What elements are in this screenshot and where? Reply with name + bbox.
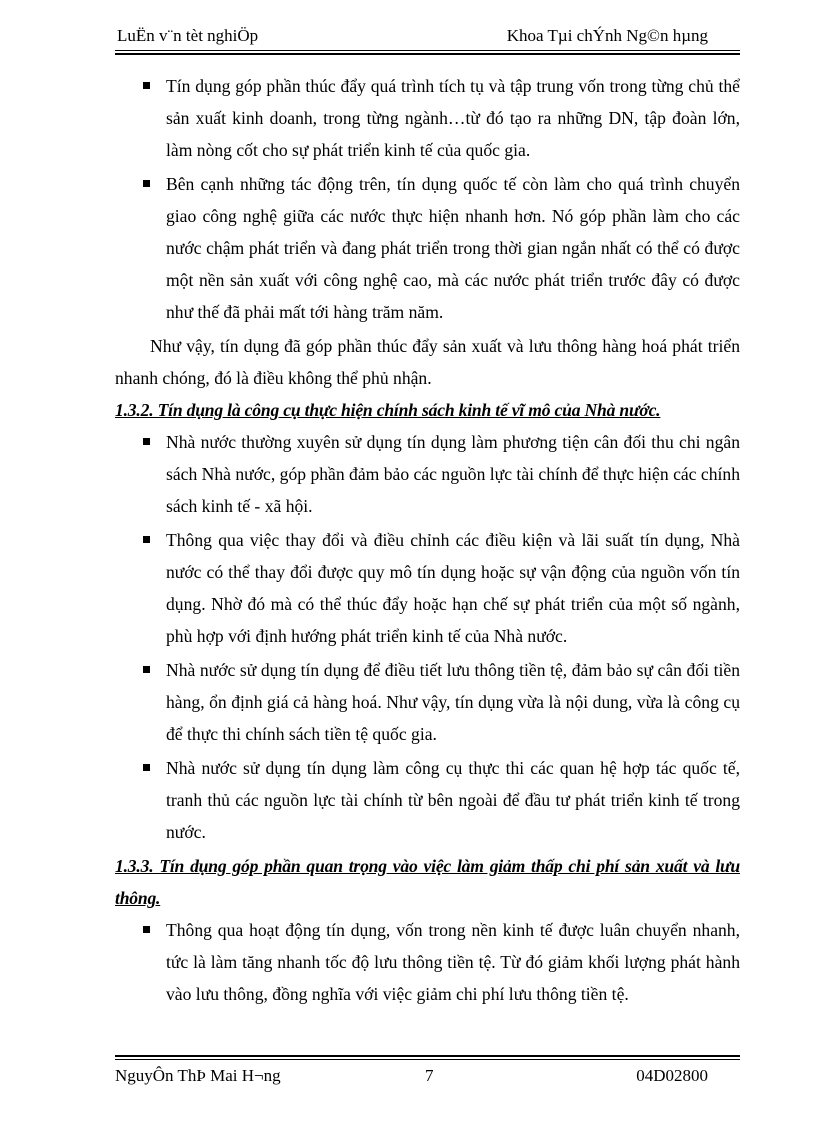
header-rule-top [115,50,740,51]
section-heading-1-3-2: 1.3.2. Tín dụng là công cụ thực hiện chính sách kinh tế vĩ mô của Nhà nước. [115,400,661,420]
bullet-text: Tín dụng góp phần thúc đẩy quá trình tích tụ và tập trung vốn trong từng chủ thể sản xuất kinh doanh, trong từng ngành…từ đó tạo ra những DN, tập đoàn lớn, làm nòng cốt cho sự phát triển kinh tế của quốc gia. [166,76,740,160]
body-content [115,70,740,1012]
square-bullet-icon [143,180,150,187]
page-header [115,24,740,48]
footer-author: NguyÔn ThÞ Mai H¬ng [115,1066,281,1085]
square-bullet-icon [143,926,150,933]
bullet-item [115,70,740,166]
footer-student-id: 04D02800 [636,1066,708,1085]
footer-rule-bottom [115,1059,740,1060]
bullet-item [115,654,740,750]
paragraph: Như vậy, tín dụng đã góp phần thúc đẩy sản xuất và lưu thông hàng hoá phát triển nhanh chóng, đó là điều không thể phủ nhận. [115,336,740,388]
bullet-text: Thông qua việc thay đổi và điều chỉnh các điều kiện và lãi suất tín dụng, Nhà nước có thể thay đổi được quy mô tín dụng hoặc sự vận động của nguồn vốn tín dụng. Nhờ đó mà có thể thúc đẩy hoặc hạn chế sự phát triển của một số ngành, phù hợp với định hướng phát triển kinh tế của Nhà nước. [166,530,740,646]
bullet-text: Nhà nước sử dụng tín dụng để điều tiết lưu thông tiền tệ, đảm bảo sự cân đối tiền hàng, ổn định giá cả hàng hoá. Như vậy, tín dụng vừa là nội dung, vừa là công cụ để thực thi chính sách tiền tệ quốc gia. [166,660,740,744]
bullet-text: Nhà nước thường xuyên sử dụng tín dụng làm phương tiện cân đối thu chi ngân sách Nhà nước, góp phần đảm bảo các nguồn lực tài chính để thực hiện các chính sách kinh tế - xã hội. [166,432,740,516]
square-bullet-icon [143,438,150,445]
header-rule-bottom [115,53,740,55]
bullet-item [115,914,740,1010]
square-bullet-icon [143,536,150,543]
bullet-text: Nhà nước sử dụng tín dụng làm công cụ thực thi các quan hệ hợp tác quốc tế, tranh thủ các nguồn lực tài chính từ bên ngoài để đầu tư phát triển kinh tế trong nước. [166,758,740,842]
bullet-text: Thông qua hoạt động tín dụng, vốn trong nền kinh tế được luân chuyển nhanh, tức là làm tăng nhanh tốc độ lưu thông tiền tệ. Từ đó giảm khối lượng phát hành vào lưu thông, đồng nghĩa với việc giảm chi phí lưu thông tiền tệ. [166,920,740,1004]
square-bullet-icon [143,666,150,673]
bullet-text: Bên cạnh những tác động trên, tín dụng quốc tế còn làm cho quá trình chuyển giao công nghệ giữa các nước thực hiện nhanh hơn. Nó góp phần làm cho các nước chậm phát triển và đang phát triển trong thời gian ngắn nhất có thể có được một nền sản xuất với công nghệ cao, mà các nước phát triển trước đây có được như thế đã phải mất tới hàng trăm năm. [166,174,740,322]
header-faculty: Khoa Tµi chÝnh Ng©n hµng [506,26,708,45]
page-footer [115,1066,740,1090]
bullet-item [115,168,740,328]
footer-rule-top [115,1055,740,1057]
bullet-item [115,752,740,848]
square-bullet-icon [143,82,150,89]
section-heading-1-3-3: 1.3.3. Tín dụng góp phần quan trọng vào việc làm giảm thấp chi phí sản xuất và lưu thông. [115,856,740,908]
header-thesis-title: LuËn v¨n tèt nghiÖp [117,26,259,45]
bullet-item [115,524,740,652]
square-bullet-icon [143,764,150,771]
bullet-item [115,426,740,522]
page-number: 7 [425,1066,434,1085]
